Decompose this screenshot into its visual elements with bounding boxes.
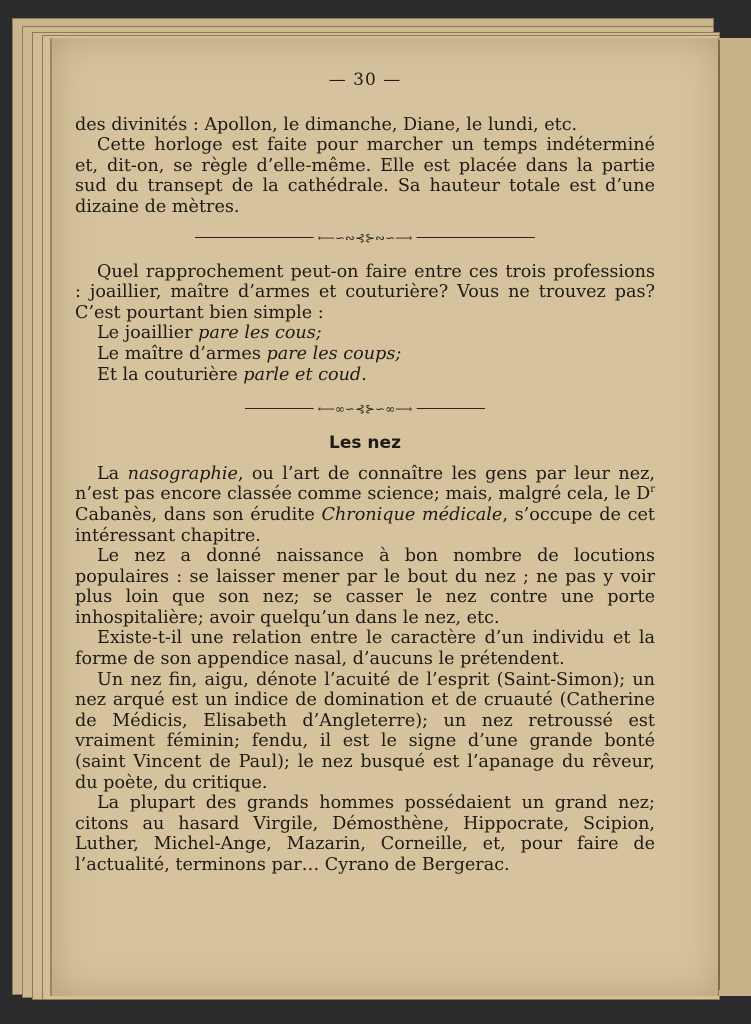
paragraph: Cette horloge est faite pour marcher un temps indéterminé et, dit-on, se règle d’elle-même. Elle est placée dans la partie sud du transept de la cathédrale. Sa hauteur totale est d’une dizaine de mètres. bbox=[75, 135, 655, 217]
text-run: Cabanès, dans son érudite bbox=[75, 504, 322, 525]
divider-ornament: ⟵∞∽⊰⊱∽∞⟶ bbox=[314, 403, 417, 415]
riddle-intro: Quel rapprochement peut-on faire entre ces trois professions : joaillier, maître d’armes et couturière? Vous ne trouvez pas? C’est pourtant bien simple : bbox=[75, 261, 655, 323]
riddle-line-pun: parle et coud. bbox=[243, 364, 367, 385]
riddle-line bbox=[75, 323, 655, 344]
text-emphasis: nasographie bbox=[127, 463, 238, 484]
text-run: , s’occupe de cet intéressant chapitre. bbox=[75, 504, 656, 546]
ornamental-divider bbox=[245, 403, 485, 415]
divider-ornament: ⟵∽∾⊰⊱∾∽⟶ bbox=[314, 232, 417, 244]
riddle-line-pun: pare les cous; bbox=[198, 323, 322, 344]
paragraph: des divinités : Apollon, le dimanche, Diane, le lundi, etc. bbox=[75, 114, 578, 135]
paragraph: Existe-t-il une relation entre le caractère d’un individu et la forme de son appendice nasal, d’aucuns le prétendent. bbox=[75, 628, 655, 670]
page-text bbox=[75, 70, 655, 876]
paragraph bbox=[75, 464, 655, 546]
superscript: r bbox=[650, 484, 655, 496]
text-run: , ou l’art de connaître les gens par leur nez, n’est pas encore classée comme science; mais, malgré cela, le D bbox=[75, 463, 656, 505]
section-title: Les nez bbox=[329, 433, 401, 454]
paragraph: Le nez a donné naissance à bon nombre de locutions populaires : se laisser mener par le bout du nez ; ne pas y voir plus loin que son nez; se casser le nez contre une porte inhospitalière; avoir quelqu’un dans le nez, etc. bbox=[75, 546, 655, 628]
riddle-line-lead: Le maître d’armes bbox=[97, 343, 267, 364]
binding-crease bbox=[718, 40, 720, 990]
riddle-line-lead: Le joaillier bbox=[97, 323, 199, 344]
text-run: La bbox=[97, 463, 128, 484]
facing-page-edge bbox=[718, 38, 751, 996]
riddle-line bbox=[75, 365, 655, 386]
ornamental-divider bbox=[195, 232, 535, 244]
paragraph: La plupart des grands hommes possédaient un grand nez; citons au hasard Virgile, Démosthène, Hippocrate, Scipion, Luther, Michel-Ange, Mazarin, Corneille, et, pour faire de l’actualité, terminons par… Cyrano de Bergerac. bbox=[75, 793, 655, 875]
riddle-line-pun: pare les coups; bbox=[266, 343, 402, 364]
riddle-line-lead: Et la couturière bbox=[97, 364, 244, 385]
riddle-line bbox=[75, 344, 655, 365]
page-number: — 30 — bbox=[328, 70, 402, 90]
text-emphasis: Chronique médicale bbox=[321, 504, 503, 525]
paragraph: Un nez fin, aigu, dénote l’acuité de l’esprit (Saint-Simon); un nez arqué est un indice de domination et de cruauté (Catherine de Médicis, Elisabeth d’Angleterre); un nez retroussé est vraiment féminin; fendu, il est le signe d’une grande bonté (saint Vincent de Paul); le nez busqué est l’apanage du rêveur, du poète, du critique. bbox=[75, 669, 655, 793]
